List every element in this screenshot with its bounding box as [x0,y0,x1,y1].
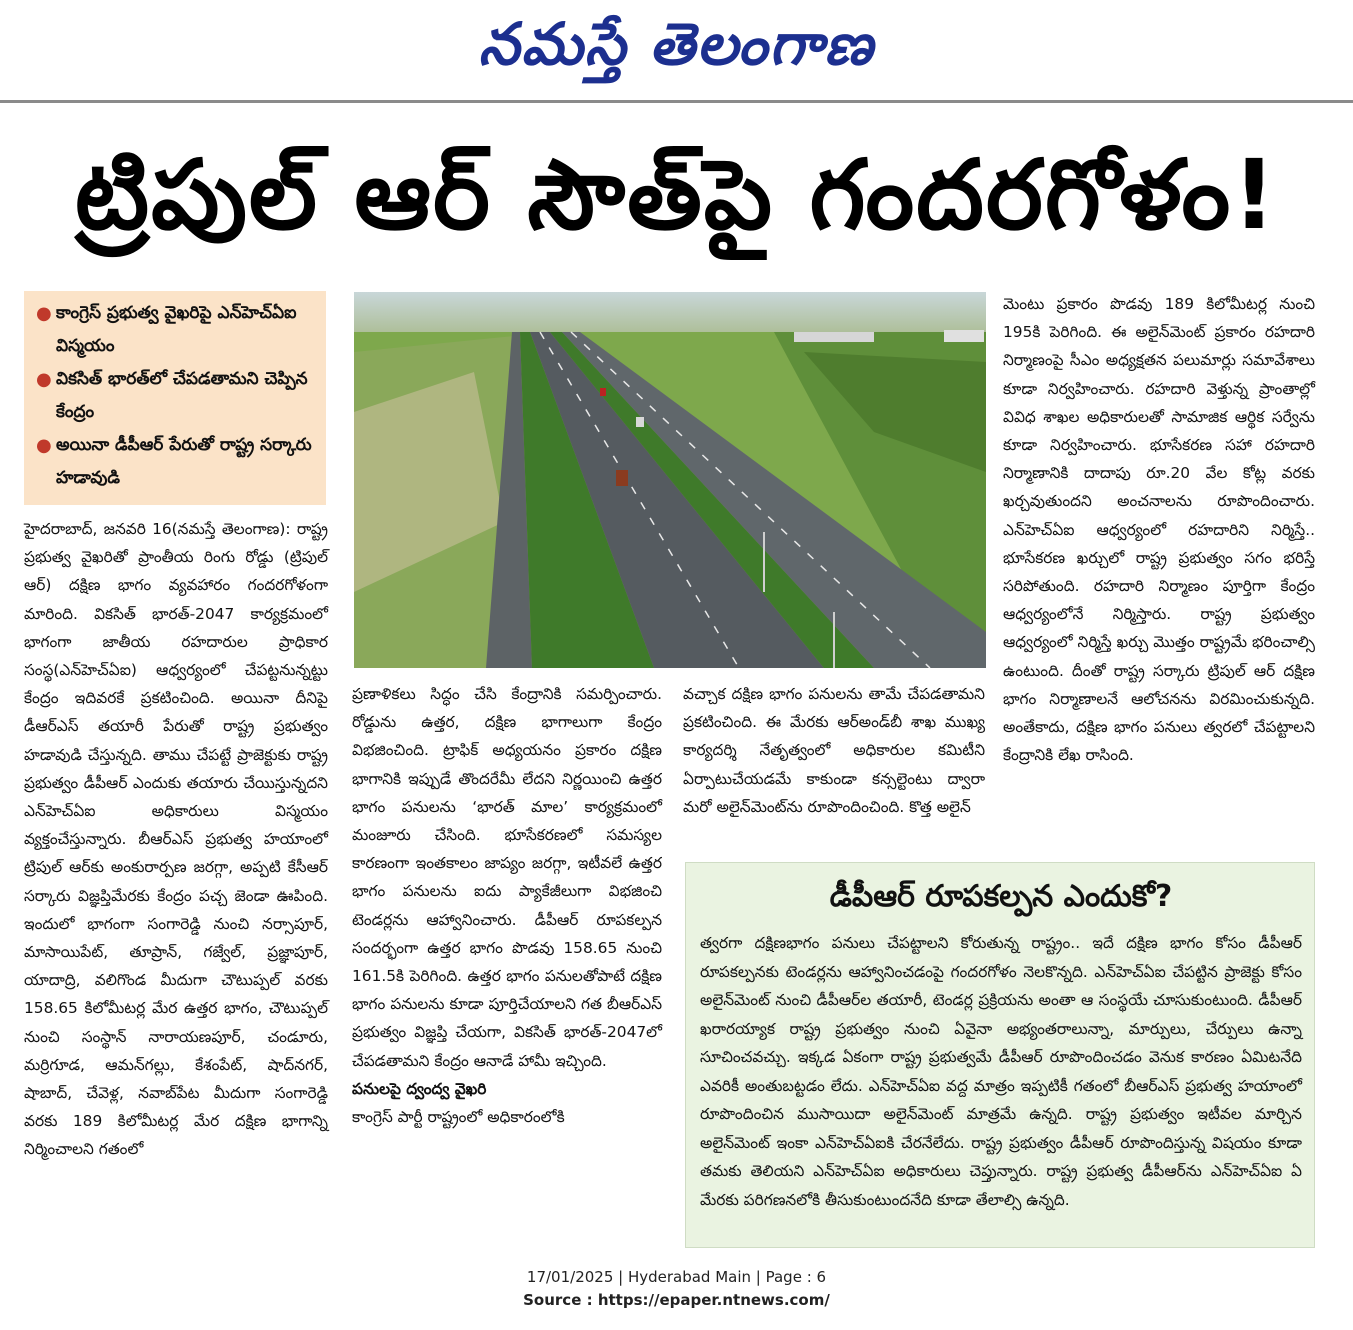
article-paragraph: ప్రణాళికలు సిద్ధం చేసి కేంద్రానికి సమర్పించారు. రోడ్డును ఉత్తర, దక్షిణ భాగాలుగా కేంద్రం విభజించింది. ట్రాఫిక్ అధ్యయనం ప్రకారం దక్షిణ భాగానికి ఇప్పుడే తొందరేమీ లేదని నిర్ణయించి ఉత్తర భాగం పనులను ‘భారత్ మాల’ కార్యక్రమంలో మంజూరు చేసింది. భూసేకరణలో సమస్యల కారణంగా ఇంతకాలం జాప్యం జరగ్గా, ఇటీవలే ఉత్తర భాగం పనులను ఐదు ప్యాకేజీలుగా విభజించి టెండర్లను ఆహ్వానించారు. డీపీఆర్ రూపకల్పన సందర్భంగా ఉత్తర భాగం పొడవు 158.65 నుంచి 161.5కి పెరిగింది. ఉత్తర భాగం పనులతోపాటే దక్షిణ భాగం పనులను కూడా పూర్తిచేయాలని గత బీఆర్‌ఎస్ ప్రభుత్వం విజ్ఞప్తి చేయగా, వికసిత్ భారత్-2047లో చేపడతామని కేంద్రం ఆనాడే హామీ ఇచ్చింది. [352,685,662,1070]
footer-source-link[interactable]: Source : https://epaper.ntnews.com/ [523,1291,830,1309]
sidebar-box [685,862,1315,1248]
headline: ట్రిపుల్ ఆర్ సౌత్‌పై గందరగోళం! [75,139,1278,251]
article-paragraph: కాంగ్రెస్ పార్టీ రాష్ట్రంలో అధికారంలోకి [352,1108,565,1127]
box-text: త్వరగా దక్షిణభాగం పనులు చేపట్టాలని కోరుతున్న రాష్ట్రం.. ఇదే దక్షిణ భాగం కోసం డీపీఆర్ రూపకల్పనకు టెండర్లను ఆహ్వానించడంపై గందరగోళం నెలకొన్నది. ఎన్‌హెచ్‌ఏఐ చేపట్టిన ప్రాజెక్టు కోసం అలైన్‌మెంట్ నుంచి డీపీఆర్‌ల తయారీ, టెండర్ల ప్రక్రియను అంతా ఆ సంస్థయే చూసుకుంటుంది. డీపీఆర్ ఖరారయ్యాక రాష్ట్ర ప్రభుత్వం నుంచి ఏవైనా అభ్యంతరాలున్నా, మార్పులు, చేర్పులు ఉన్నా సూచించవచ్చు. ఇక్కడ ఏకంగా రాష్ట్ర ప్రభుత్వమే డీపీఆర్ రూపొందించడం వెనుక కారణం ఏమిటనేది ఎవరికీ అంతుబట్టడం లేదు. ఎన్‌హెచ్‌ఏఐ వద్ద మాత్రం ఇప్పటికీ గతంలో బీఆర్‌ఎస్ ప్రభుత్వ హయాంలో రూపొందించిన ముసాయిదా అలైన్‌మెంట్ మాత్రమే ఉన్నది. రాష్ట్ర ప్రభుత్వం ఇటీవల మార్చిన అలైన్‌మెంట్ ఇంకా ఎన్‌హెచ్‌ఏఐకి చేరనేలేదు. రాష్ట్ర ప్రభుత్వం డీపీఆర్ రూపొందిస్తున్న విషయం కూడా తమకు తెలియని ఎన్‌హెచ్‌ఏఐ అధికారులు చెప్తున్నారు. రాష్ట్ర ప్రభుత్వ డీపీఆర్‌ను ఎన్‌హెచ్‌ఏఐ ఏ మేరకు పరిగణనలోకి తీసుకుంటుందనేది కూడా తేలాల్సి ఉన్నది. [700,934,1302,1209]
box-title: డీపీఆర్ రూపకల్పన ఎందుకో? [829,879,1173,914]
article-column-1 [24,515,328,1164]
highlight-item: ● వికసిత్ భారత్‌లో చేపడతామని చెప్పిన కేంద్రం [34,363,320,429]
article-paragraph: మెంటు ప్రకారం పొడవు 189 కిలోమీటర్ల నుంచి 195కి పెరిగింది. ఈ అలైన్‌మెంట్ ప్రకారం రహదారి నిర్మాణంపై సీఎం అధ్యక్షతన పలుమార్లు సమావేశాలు కూడా నిర్వహించారు. రహదారి వెళ్తున్న ప్రాంతాల్లో వివిధ శాఖల అధికారులతో సామాజిక ఆర్థిక సర్వేను కూడా నిర్వహించారు. భూసేకరణ సహా రహదారి నిర్మాణానికి దాదాపు రూ.20 వేల కోట్ల వరకు ఖర్చవుతుందని అంచనాలను రూపొందించారు. ఎన్‌హెచ్‌ఏఐ ఆధ్వర్యంలో రహదారిని నిర్మిస్తే.. భూసేకరణ ఖర్చులో రాష్ట్ర ప్రభుత్వం సగం భరిస్తే సరిపోతుంది. రహదారి నిర్మాణం పూర్తిగా కేంద్రం ఆధ్వర్యంలోనే నిర్మిస్తారు. రాష్ట్ర ప్రభుత్వం ఆధ్వర్యంలో నిర్మిస్తే ఖర్చు మొత్తం రాష్ట్రమే భరించాల్సి ఉంటుంది. దీంతో రాష్ట్ర సర్కారు ట్రిపుల్ ఆర్ దక్షిణ భాగం నిర్మాణాలనే ఆలోచనను విరమించుకున్నది. అంతేకాదు, దక్షిణ భాగం పనులు త్వరలో చేపట్టాలని కేంద్రానికి లేఖ రాసింది. [1003,295,1315,765]
bullet-icon: ● [36,303,52,324]
article-column-2 [352,680,662,1131]
article-paragraph: వచ్చాక దక్షిణ భాగం పనులను తామే చేపడతామని ప్రకటించింది. ఈ మేరకు ఆర్‌అండ్‌బీ శాఖ ముఖ్య కార్యదర్శి నేతృత్వంలో అధికారుల కమిటీని ఏర్పాటుచేయడమే కాకుండా కన్సల్టెంటు ద్వారా మరో అలైన్‌మెంట్‌ను రూపొందించింది. కొత్త అలైన్ [683,685,985,816]
page-footer [0,1266,1353,1312]
subheading: పనులపై ద్వంద్వ వైఖరి [352,1079,487,1098]
article-column-4 [1003,290,1315,769]
highway-photo [354,292,986,668]
bullet-icon: ● [36,435,52,456]
footer-edition-info: 17/01/2025 | Hyderabad Main | Page : 6 [526,1268,827,1286]
highlight-item: ● అయినా డీపీఆర్ పేరుతో రాష్ట్ర సర్కారు హడావుడి [34,429,320,495]
bullet-icon: ● [36,369,52,390]
masthead-divider [0,100,1353,103]
newspaper-logo: నమస్తే తెలంగాణ [478,10,875,78]
highlights-box [24,291,326,505]
highlight-item: ● కాంగ్రెస్ ప్రభుత్వ వైఖరిపై ఎన్‌హెచ్‌ఏఐ విస్మయం [34,297,320,363]
article-column-3 [683,680,985,821]
masthead [0,0,1353,100]
article-paragraph: హైదరాబాద్, జనవరి 16(నమస్తే తెలంగాణ): రాష్ట్ర ప్రభుత్వ వైఖరితో ప్రాంతీయ రింగు రోడ్డు (ట్రిపుల్ ఆర్) దక్షిణ భాగం వ్యవహారం గందరగోళంగా మారింది. వికసిత్ భారత్-2047 కార్యక్రమంలో భాగంగా జాతీయ రహదారుల ప్రాధికార సంస్థ(ఎన్‌హెచ్‌ఏఐ) ఆధ్వర్యంలో చేపట్టనున్నట్టు కేంద్రం ఇదివరకే ప్రకటించింది. అయినా దీనిపై డీఆర్‌ఎస్ తయారీ పేరుతో రాష్ట్ర ప్రభుత్వం హడావుడి చేస్తున్నది. తాము చేపట్టే ప్రాజెక్టుకు రాష్ట్ర ప్రభుత్వం డీపీఆర్ ఎందుకు తయారు చేయిస్తున్నదని ఎన్‌హెచ్‌ఏఐ అధికారులు విస్మయం వ్యక్తంచేస్తున్నారు. బీఆర్‌ఎస్ ప్రభుత్వ హయాంలో ట్రిపుల్ ఆర్‌కు అంకురార్పణ జరగ్గా, అప్పటి కేసీఆర్ సర్కారు విజ్ఞప్తిమేరకు కేంద్రం పచ్చ జెండా ఊపింది. ఇందులో భాగంగా సంగారెడ్డి నుంచి నర్సాపూర్, మాసాయిపేట్, తూప్రాన్, గజ్వేల్, ప్రజ్ఞాపూర్, యాదాద్రి, వలిగొండ మీదుగా చౌటుప్పల్ వరకు 158.65 కిలోమీటర్ల మేర ఉత్తర భాగం, చౌటుప్పల్ నుంచి సంస్థాన్ నారాయణపూర్, చండూరు, మర్రిగూడ, ఆమన్‌గల్లు, కేశంపేట్, షాద్‌నగర్, షాబాద్, చేవెళ్ల, నవాబ్‌పేట మీదుగా సంగారెడ్డి వరకు 189 కిలోమీటర్ల మేర దక్షిణ భాగాన్ని నిర్మించాలని గతంలో [24,520,328,1159]
highway-illustration [354,292,986,668]
